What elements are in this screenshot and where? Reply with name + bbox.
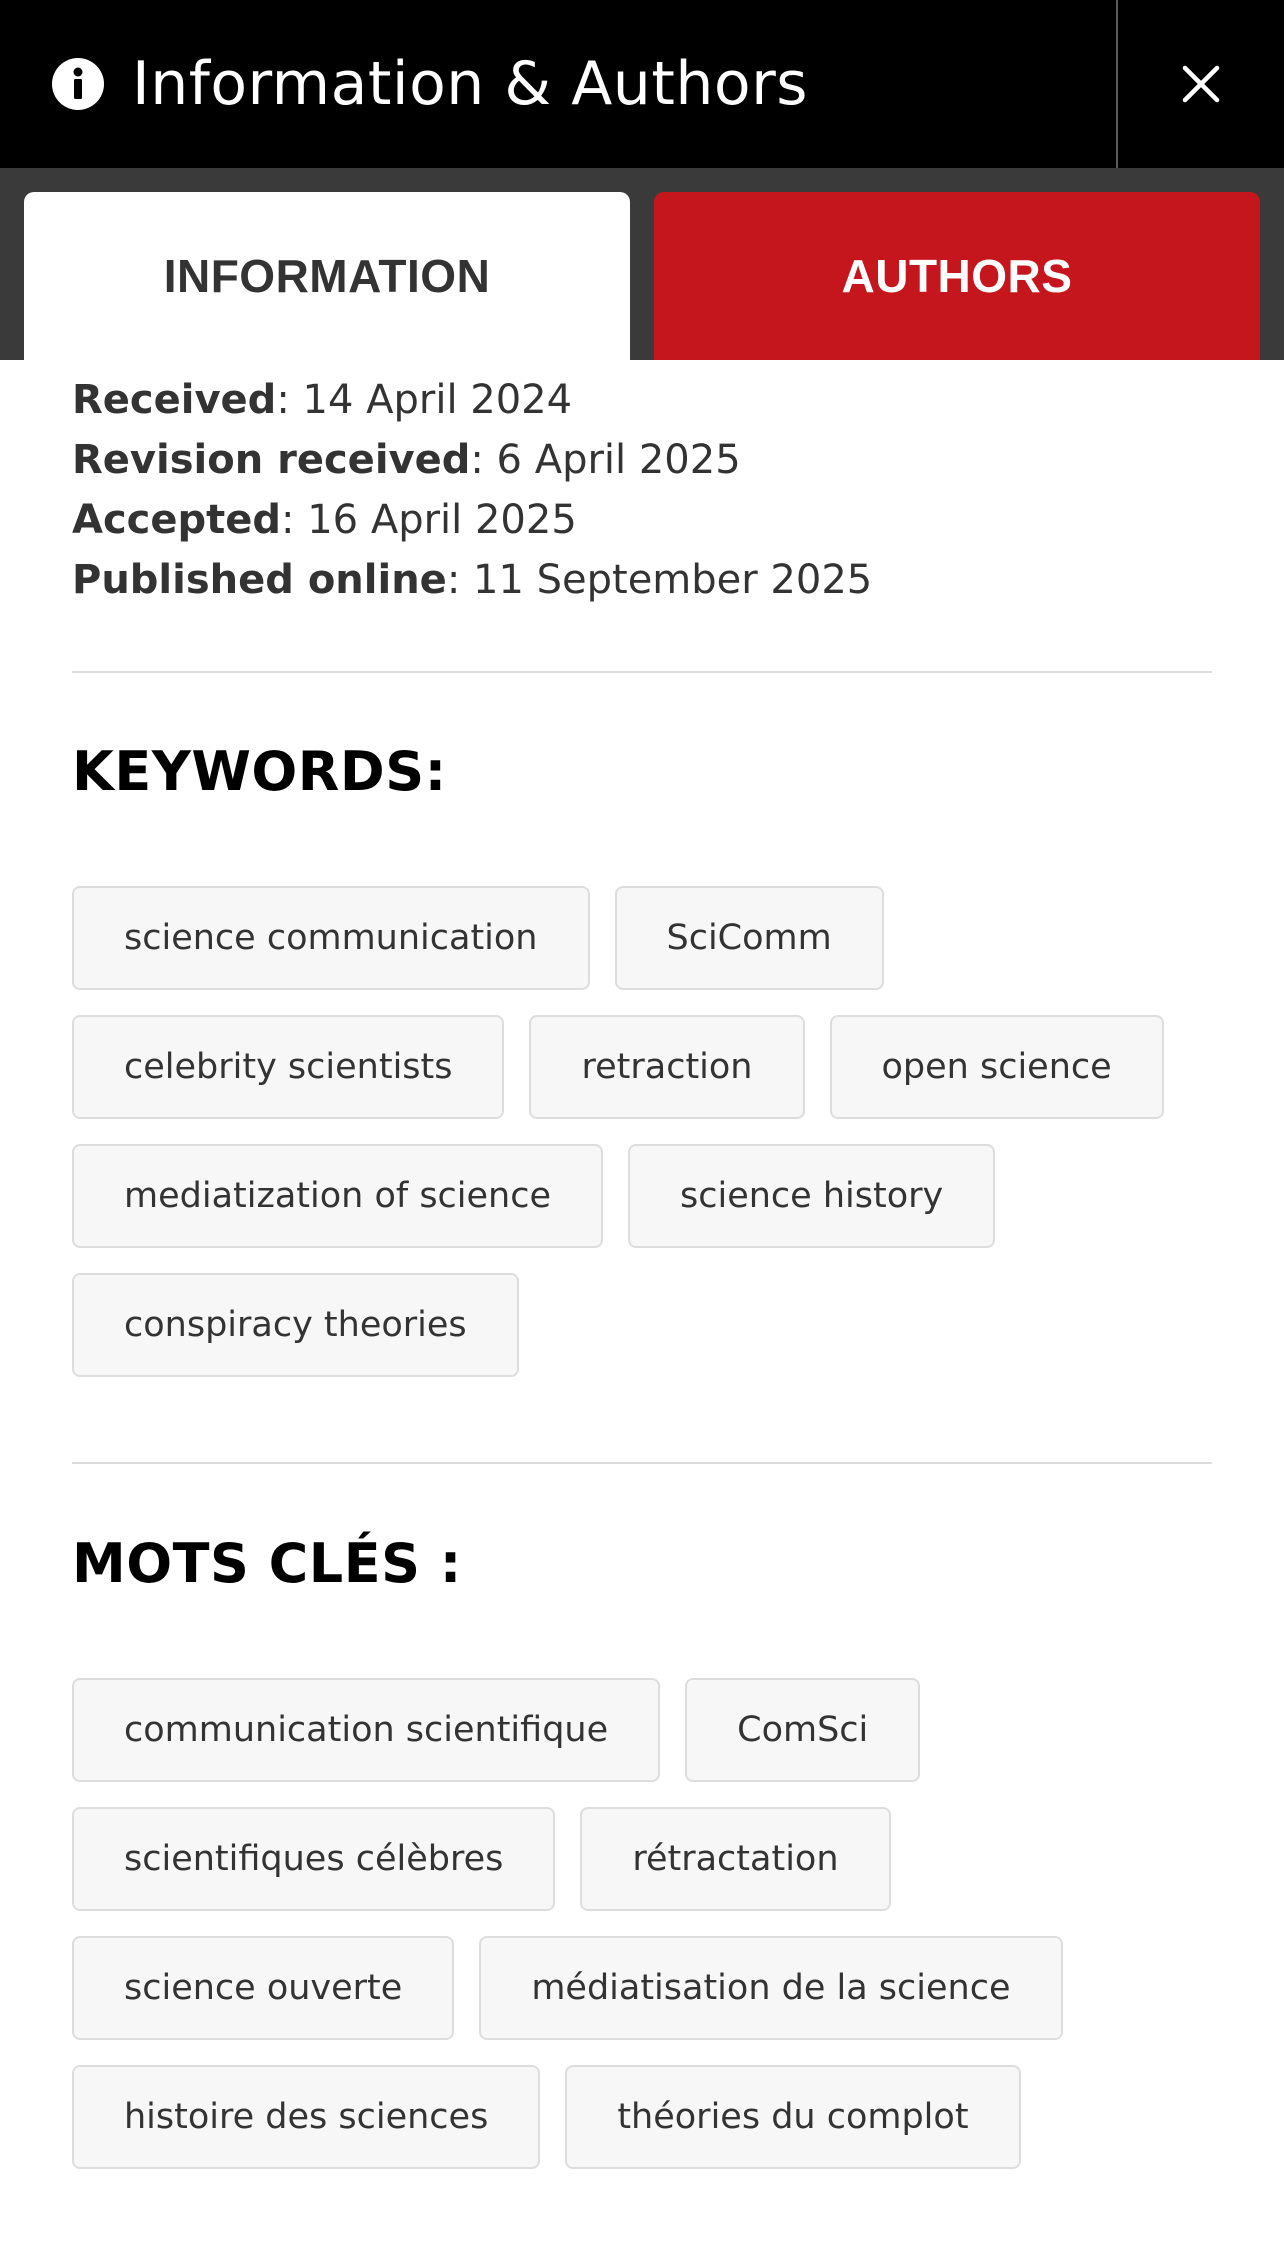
mot-cle-chip[interactable]: rétractation xyxy=(580,1807,890,1911)
close-icon xyxy=(1181,64,1221,104)
keyword-chip[interactable]: conspiracy theories xyxy=(72,1273,519,1377)
date-label: Accepted xyxy=(72,497,282,543)
mot-cle-chip[interactable]: scientifiques célèbres xyxy=(72,1807,555,1911)
mot-cle-chip[interactable]: communication scientifique xyxy=(72,1678,660,1782)
section-divider xyxy=(72,1462,1212,1464)
date-label: Revision received xyxy=(72,437,471,483)
keyword-chip[interactable]: retraction xyxy=(529,1015,804,1119)
section-divider xyxy=(72,671,1212,673)
info-circle-icon xyxy=(52,58,104,110)
mot-cle-chip[interactable]: science ouverte xyxy=(72,1936,454,2040)
date-value: : 11 September 2025 xyxy=(446,557,873,603)
date-label: Received xyxy=(72,377,277,423)
mot-cle-chip[interactable]: théories du complot xyxy=(565,2065,1020,2169)
keywords-list xyxy=(72,886,1212,1377)
date-value: : 6 April 2025 xyxy=(470,437,741,483)
mots-cles-heading: MOTS CLÉS : xyxy=(72,1532,462,1595)
date-label: Published online xyxy=(72,557,447,603)
date-published-online xyxy=(72,550,1212,610)
information-content xyxy=(72,360,1212,610)
panel-header xyxy=(0,0,1284,168)
keyword-chip[interactable]: open science xyxy=(830,1015,1164,1119)
tab-authors[interactable]: AUTHORS xyxy=(654,192,1260,360)
date-value: : 16 April 2025 xyxy=(281,497,577,543)
date-value: : 14 April 2024 xyxy=(276,377,573,423)
date-accepted xyxy=(72,490,1212,550)
mot-cle-chip[interactable]: histoire des sciences xyxy=(72,2065,540,2169)
mots-cles-list xyxy=(72,1678,1212,2169)
tab-information[interactable]: INFORMATION xyxy=(24,192,630,360)
close-button[interactable] xyxy=(1118,0,1284,168)
keyword-chip[interactable]: mediatization of science xyxy=(72,1144,603,1248)
keyword-chip[interactable]: SciComm xyxy=(615,886,884,990)
panel-title: Information & Authors xyxy=(132,49,809,119)
tab-bar xyxy=(0,168,1284,360)
mot-cle-chip[interactable]: ComSci xyxy=(685,1678,920,1782)
publication-dates xyxy=(72,360,1212,610)
keywords-heading: KEYWORDS: xyxy=(72,740,447,803)
date-received xyxy=(72,370,1212,430)
date-revision-received xyxy=(72,430,1212,490)
keyword-chip[interactable]: celebrity scientists xyxy=(72,1015,504,1119)
keyword-chip[interactable]: science history xyxy=(628,1144,995,1248)
keyword-chip[interactable]: science communication xyxy=(72,886,590,990)
mot-cle-chip[interactable]: médiatisation de la science xyxy=(479,1936,1062,2040)
